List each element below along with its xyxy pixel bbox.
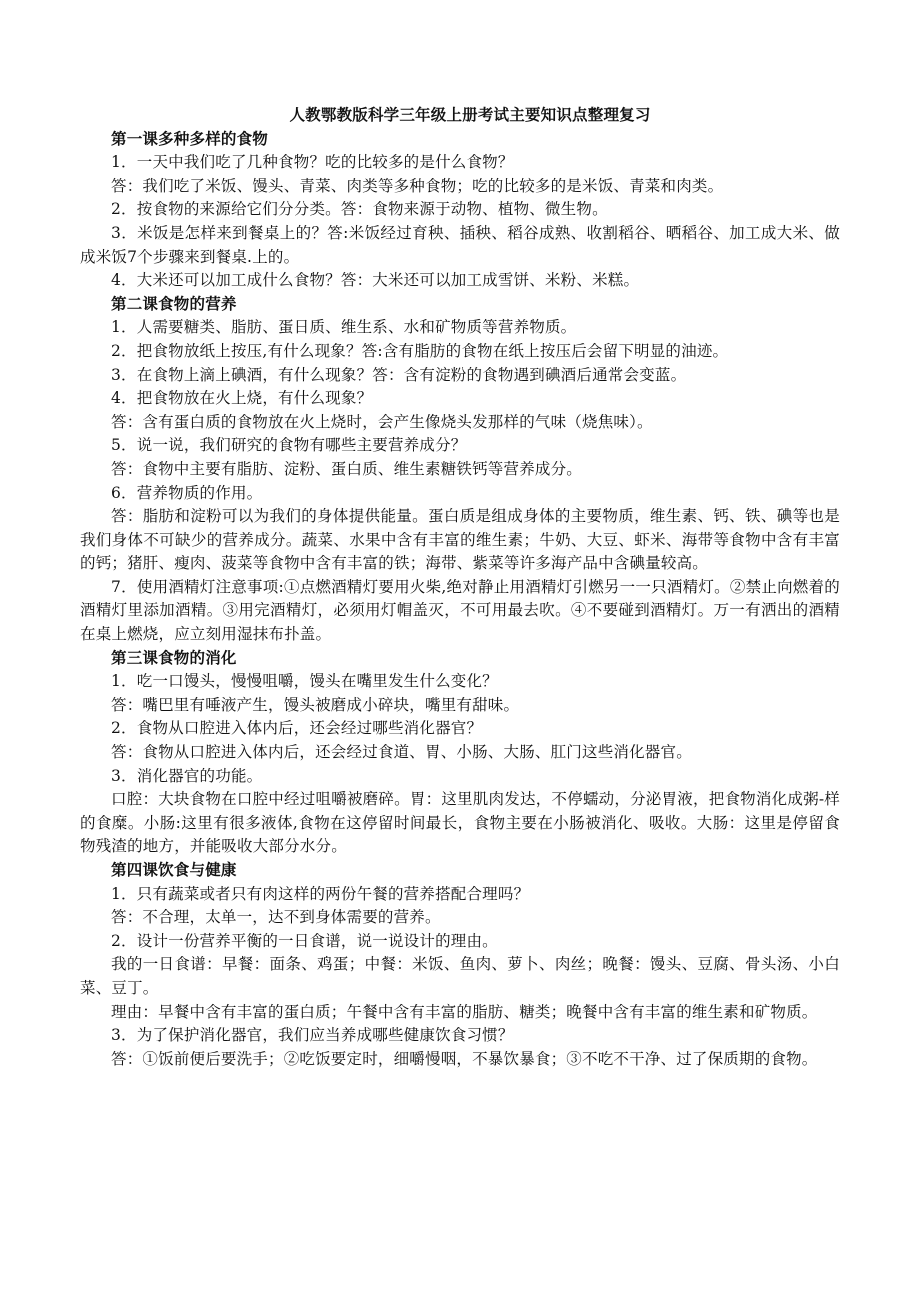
paragraph: 答：食物从口腔进入体内后，还会经过食道、胃、小肠、大肠、肛门这些消化器官。: [111, 743, 692, 762]
paragraph: 答：食物中主要有脂肪、淀粉、蛋白质、维生素糖铁钙等营养成分。: [111, 459, 583, 478]
paragraph: 2．把食物放纸上按压,有什么现象？答:含有脂肪的食物在纸上按压后会留下明显的油迹。: [111, 341, 729, 360]
paragraph: 6．营养物质的作用。: [111, 483, 263, 502]
paragraph: 我的一日食谱：早餐：面条、鸡蛋；中餐：米饭、鱼肉、萝卜、肉丝；晚餐：馒头、豆腐、骨头汤、小白菜、豆丁。: [80, 955, 840, 997]
paragraph: 口腔：大块食物在口腔中经过咀嚼被磨碎。胃：这里肌肉发达，不停蠕动，分泌胃液，把食物消化成粥-样的食糜。小肠:这里有很多液体,食物在这停留时间最长，食物主要在小肠被消化、吸收。大肠：这里是停留食物残渣的地方，并能吸收大部分水分。: [80, 790, 840, 856]
paragraph: 2．食物从口腔进入体内后，还会经过哪些消化器官？: [111, 719, 483, 738]
paragraph: 1．人需要糖类、脂肪、蛋日质、维生系、水和矿物质等营养物质。: [111, 318, 577, 337]
document-content: [80, 104, 840, 1071]
paragraph: 答：①饭前便后要洗手；②吃饭要定时，细嚼慢咽，不暴饮暴食；③不吃不干净、过了保质期的食物。: [111, 1049, 818, 1068]
lesson-section: [80, 859, 840, 1071]
paragraph: 5．说一说，我们研究的食物有哪些主要营养成分？: [111, 436, 467, 455]
paragraph: 3．在食物上滴上碘酒，有什么现象？答：含有淀粉的食物遇到碘酒后通常会变蓝。: [111, 365, 687, 384]
paragraph: 3．消化器官的功能。: [111, 766, 263, 785]
paragraph: 2．按食物的来源给它们分分类。答：食物来源于动物、植物、微生物。: [111, 200, 608, 219]
paragraph: 1．吃一口馒头，慢慢咀嚼，馒头在嘴里发生什么变化？: [111, 672, 498, 691]
paragraph: 答：脂肪和淀粉可以为我们的身体提供能量。蛋白质是组成身体的主要物质，维生素、钙、铁、碘等也是我们身体不可缺少的营养成分。蔬菜、水果中含有丰富的维生素；牛奶、大豆、虾米、海带等食物中含有丰富的钙；猪肝、瘦肉、菠菜等食物中含有丰富的铁；海带、紫菜等许多海产品中含碘量较高。: [80, 507, 840, 573]
paragraph: 答：含有蛋白质的食物放在火上烧时，会产生像烧头发那样的气味（烧焦味）。: [111, 412, 653, 431]
paragraph: 答：嘴巴里有唾液产生，馒头被磨成小碎块，嘴里有甜味。: [111, 695, 520, 714]
lesson-heading: 第一课多种多样的食物: [111, 129, 269, 148]
document-title: 人教鄂教版科学三年级上册考试主要知识点整理复习: [289, 106, 651, 124]
paragraph: 7．使用酒精灯注意事项:①点燃酒精灯要用火柴,绝对静止用酒精灯引燃另一一只酒精灯。②禁止向燃着的酒精灯里添加酒精。③用完酒精灯，必须用灯帽盖灭，不可用最去吹。④不要碰到酒精灯。万一有洒出的酒精在桌上燃烧，应立刻用湿抹布扑盖。: [80, 577, 840, 644]
paragraph: 3．米饭是怎样来到餐桌上的？答:米饭经过育秧、插秧、稻谷成熟、收割稻谷、晒稻谷、加工成大米、做成米饭7个步骤来到餐桌.上的。: [80, 223, 840, 266]
paragraph: 理由：早餐中含有丰富的蛋白质；午餐中含有丰富的脂肪、糖类；晚餐中含有丰富的维生素和矿物质。: [111, 1002, 818, 1021]
paragraph: 3．为了保护消化器官，我们应当养成哪些健康饮食习惯？: [111, 1026, 514, 1045]
paragraph: 4．把食物放在火上烧，有什么现象？: [111, 389, 373, 408]
paragraph: 1．一天中我们吃了几种食物？吃的比较多的是什么食物？: [111, 153, 514, 172]
lesson-section: [80, 293, 840, 647]
paragraph: 答：不合理，太单一，达不到身体需要的营养。: [111, 908, 441, 927]
paragraph: 1．只有蔬菜或者只有肉这样的两份午餐的营养搭配合理吗？: [111, 884, 530, 903]
lesson-section: [80, 128, 840, 293]
paragraph: 答：我们吃了米饭、馒头、青菜、肉类等多种食物；吃的比较多的是米饭、青菜和肉类。: [111, 176, 724, 195]
paragraph: 2．设计一份营养平衡的一日食谱，说一说设计的理由。: [111, 931, 498, 950]
lesson-heading: 第二课食物的营养: [111, 294, 237, 313]
lesson-heading: 第三课食物的消化: [111, 648, 237, 667]
paragraph: 4．大米还可以加工成什么食物？答：大米还可以加工成雪饼、米粉、米糕。: [111, 271, 640, 290]
lesson-section: [80, 647, 840, 859]
lesson-heading: 第四课饮食与健康: [111, 861, 237, 879]
